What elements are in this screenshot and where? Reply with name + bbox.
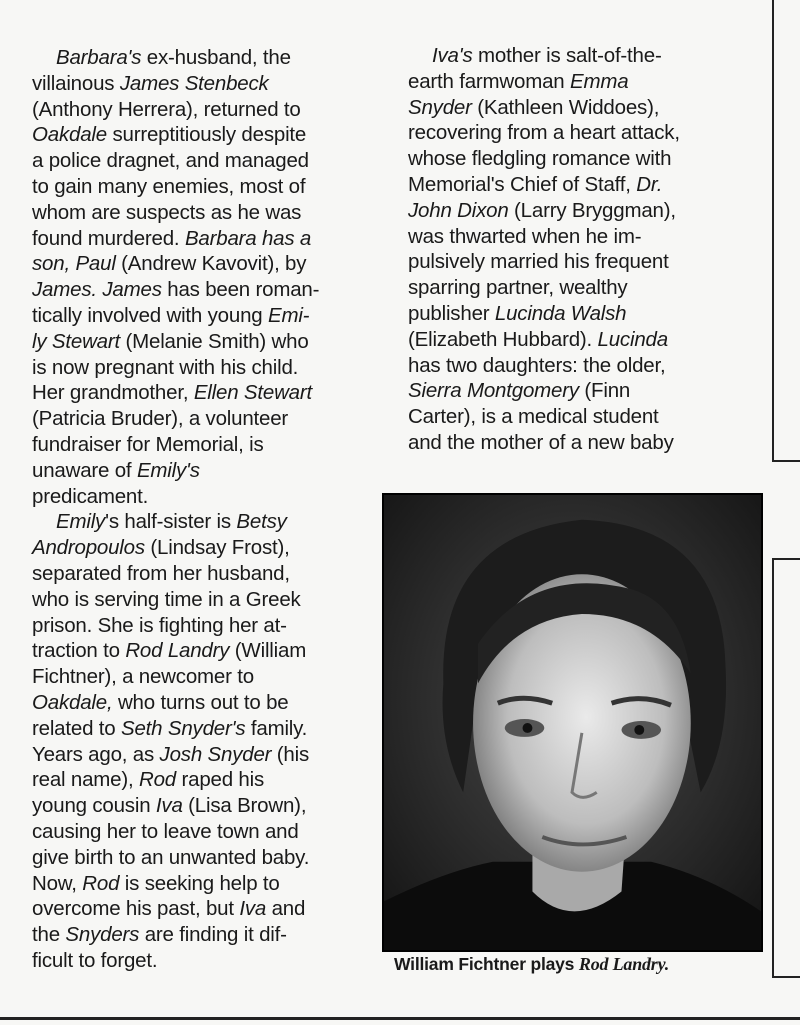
text-line (32, 690, 387, 716)
text-line (32, 45, 387, 71)
text-line (32, 458, 387, 484)
text-span: are finding it dif- (139, 923, 287, 947)
text-span: Fichtner), a newcomer to (32, 665, 254, 689)
text-line (408, 301, 758, 327)
text-line (408, 95, 758, 121)
text-span: (Elizabeth Hubbard). (408, 327, 598, 351)
italic-name: ly Stewart (32, 329, 120, 353)
text-line (32, 819, 387, 845)
text-span: ficult to forget. (32, 948, 158, 972)
italic-name: son, Paul (32, 252, 116, 276)
text-span: overcome his past, but (32, 897, 240, 921)
text-span: 's half-sister is (105, 510, 237, 534)
italic-name: James Stenbeck (119, 71, 269, 95)
text-span: whom are suspects as he was (32, 200, 302, 224)
text-span: raped his (176, 768, 265, 792)
italic-name: Emma (570, 69, 629, 93)
adjacent-column-border-top (772, 0, 800, 462)
text-span: unaware of (32, 458, 137, 482)
caption-prefix: William Fichtner plays (394, 954, 579, 974)
text-line (32, 793, 387, 819)
text-line (408, 249, 758, 275)
text-line (408, 430, 758, 456)
text-line (32, 251, 387, 277)
text-span: traction to (32, 639, 126, 663)
text-line (32, 896, 387, 922)
text-span: villainous (32, 71, 120, 95)
text-line (32, 638, 387, 664)
text-span: (his (271, 742, 310, 766)
text-span: (Lindsay Frost), (144, 536, 290, 560)
italic-name: Dr. (636, 172, 663, 196)
text-span: ex-husband, the (141, 46, 291, 69)
text-span: predicament. (32, 484, 149, 508)
text-span: is now pregnant with his child. (32, 355, 299, 379)
text-span: Carter), is a medical student (408, 405, 659, 429)
text-line (32, 871, 387, 897)
italic-name: Snyders (65, 923, 140, 947)
article-column-left (32, 45, 387, 974)
text-line (32, 122, 387, 148)
text-line (32, 148, 387, 174)
text-span: earth farmwoman (408, 69, 571, 93)
italic-name: Oakdale, (32, 690, 113, 714)
text-span: (Andrew Kavovit), by (115, 252, 307, 276)
text-line (32, 664, 387, 690)
text-line (408, 404, 758, 430)
caption-name: Rod Landry. (578, 954, 670, 974)
text-span: family. (245, 716, 308, 740)
text-span: has been roman- (161, 278, 320, 302)
italic-name: Oakdale (32, 123, 107, 147)
text-span: sparring partner, wealthy (408, 276, 628, 300)
text-span: causing her to leave town and (32, 819, 299, 843)
text-span: tically involved with young (32, 303, 268, 327)
text-span: Memorial's Chief of Staff, (408, 172, 637, 196)
italic-name: Barbara's (56, 46, 142, 69)
text-span: (Larry Bryggman), (508, 198, 676, 222)
text-span: Now, (32, 871, 83, 895)
text-span: is seeking help to (119, 871, 280, 895)
text-line (32, 380, 387, 406)
italic-name: Seth Snyder's (120, 716, 246, 740)
text-line (32, 561, 387, 587)
text-span: recovering from a heart attack, (408, 121, 680, 145)
text-span: surreptitiously despite (106, 123, 307, 147)
italic-name: John Dixon (408, 198, 509, 222)
italic-name: Rod Landry (125, 639, 230, 663)
text-span: related to (32, 716, 121, 740)
text-span: has two daughters: the older, (408, 353, 666, 377)
italic-name: Iva (155, 794, 183, 818)
italic-name: Josh Snyder (159, 742, 272, 766)
text-span: (Melanie Smith) who (120, 329, 309, 353)
text-line (32, 303, 387, 329)
text-line (32, 226, 387, 252)
italic-name: Rod (138, 768, 176, 792)
text-line (408, 43, 758, 69)
text-line (32, 200, 387, 226)
italic-name: Iva's (432, 44, 473, 67)
bottom-rule (0, 1017, 800, 1020)
text-line (32, 767, 387, 793)
text-span: publisher (408, 301, 495, 325)
italic-name: Iva (239, 897, 267, 921)
text-line (32, 71, 387, 97)
text-line (32, 174, 387, 200)
italic-name: Lucinda (597, 327, 668, 351)
text-line (408, 353, 758, 379)
text-line (408, 69, 758, 95)
text-span: the (32, 923, 66, 947)
text-span: was thwarted when he im- (408, 224, 642, 248)
text-line (32, 406, 387, 432)
text-line (408, 198, 758, 224)
text-span: (Patricia Bruder), a volunteer (32, 407, 289, 431)
text-span: fundraiser for Memorial, is (32, 432, 264, 456)
text-span: (Finn (578, 379, 631, 403)
italic-name: James. James (32, 278, 162, 302)
text-span: to gain many enemies, most of (32, 174, 306, 198)
text-span: a police dragnet, and managed (32, 149, 309, 173)
italic-name: Emi- (267, 303, 310, 327)
text-line (32, 716, 387, 742)
text-line (32, 948, 387, 974)
text-span: and the mother of a new baby (408, 430, 674, 454)
text-line (32, 845, 387, 871)
portrait-image (384, 495, 761, 950)
italic-name: Betsy (236, 510, 287, 534)
text-line (408, 224, 758, 250)
text-line (32, 329, 387, 355)
text-span: young cousin (32, 794, 156, 818)
text-span: (Kathleen Widdoes), (471, 95, 660, 119)
text-line (32, 535, 387, 561)
text-span: mother is salt-of-the- (472, 44, 662, 67)
text-line (408, 378, 758, 404)
text-span: whose fledgling romance with (408, 147, 672, 171)
text-line (32, 484, 387, 510)
adjacent-column-border-bottom (772, 558, 800, 978)
text-span: found murdered. (32, 226, 185, 250)
text-line (408, 172, 758, 198)
portrait-photo (382, 493, 763, 952)
italic-name: Emily (56, 510, 106, 534)
text-line (32, 277, 387, 303)
text-line (408, 146, 758, 172)
text-line (32, 922, 387, 948)
italic-name: Snyder (408, 95, 472, 119)
text-line (32, 742, 387, 768)
text-line (32, 432, 387, 458)
text-span: (William (229, 639, 307, 663)
italic-name: Barbara has a (184, 226, 312, 250)
text-span: and (266, 897, 306, 921)
text-span: who turns out to be (112, 690, 289, 714)
text-line (32, 587, 387, 613)
text-line (408, 327, 758, 353)
text-line (32, 97, 387, 123)
text-line (32, 613, 387, 639)
italic-name: Andropoulos (32, 536, 145, 560)
article-column-right (408, 43, 758, 456)
text-span: (Anthony Herrera), returned to (32, 97, 301, 121)
text-span: (Lisa Brown), (182, 794, 307, 818)
text-span: prison. She is fighting her at- (32, 613, 287, 637)
text-line (32, 509, 387, 535)
italic-name: Sierra Montgomery (408, 379, 579, 403)
text-line (408, 120, 758, 146)
text-span: real name), (32, 768, 139, 792)
italic-name: Emily's (136, 458, 200, 482)
italic-name: Rod (82, 871, 120, 895)
italic-name: Lucinda Walsh (494, 301, 627, 325)
text-line (32, 355, 387, 381)
text-span: give birth to an unwanted baby. (32, 845, 310, 869)
text-span: pulsively married his frequent (408, 250, 669, 274)
text-line (408, 275, 758, 301)
text-span: separated from her husband, (32, 561, 290, 585)
italic-name: Ellen Stewart (193, 381, 313, 405)
photo-caption (394, 954, 669, 975)
text-span: who is serving time in a Greek (32, 587, 301, 611)
text-span: Years ago, as (32, 742, 160, 766)
text-span: Her grandmother, (32, 381, 194, 405)
